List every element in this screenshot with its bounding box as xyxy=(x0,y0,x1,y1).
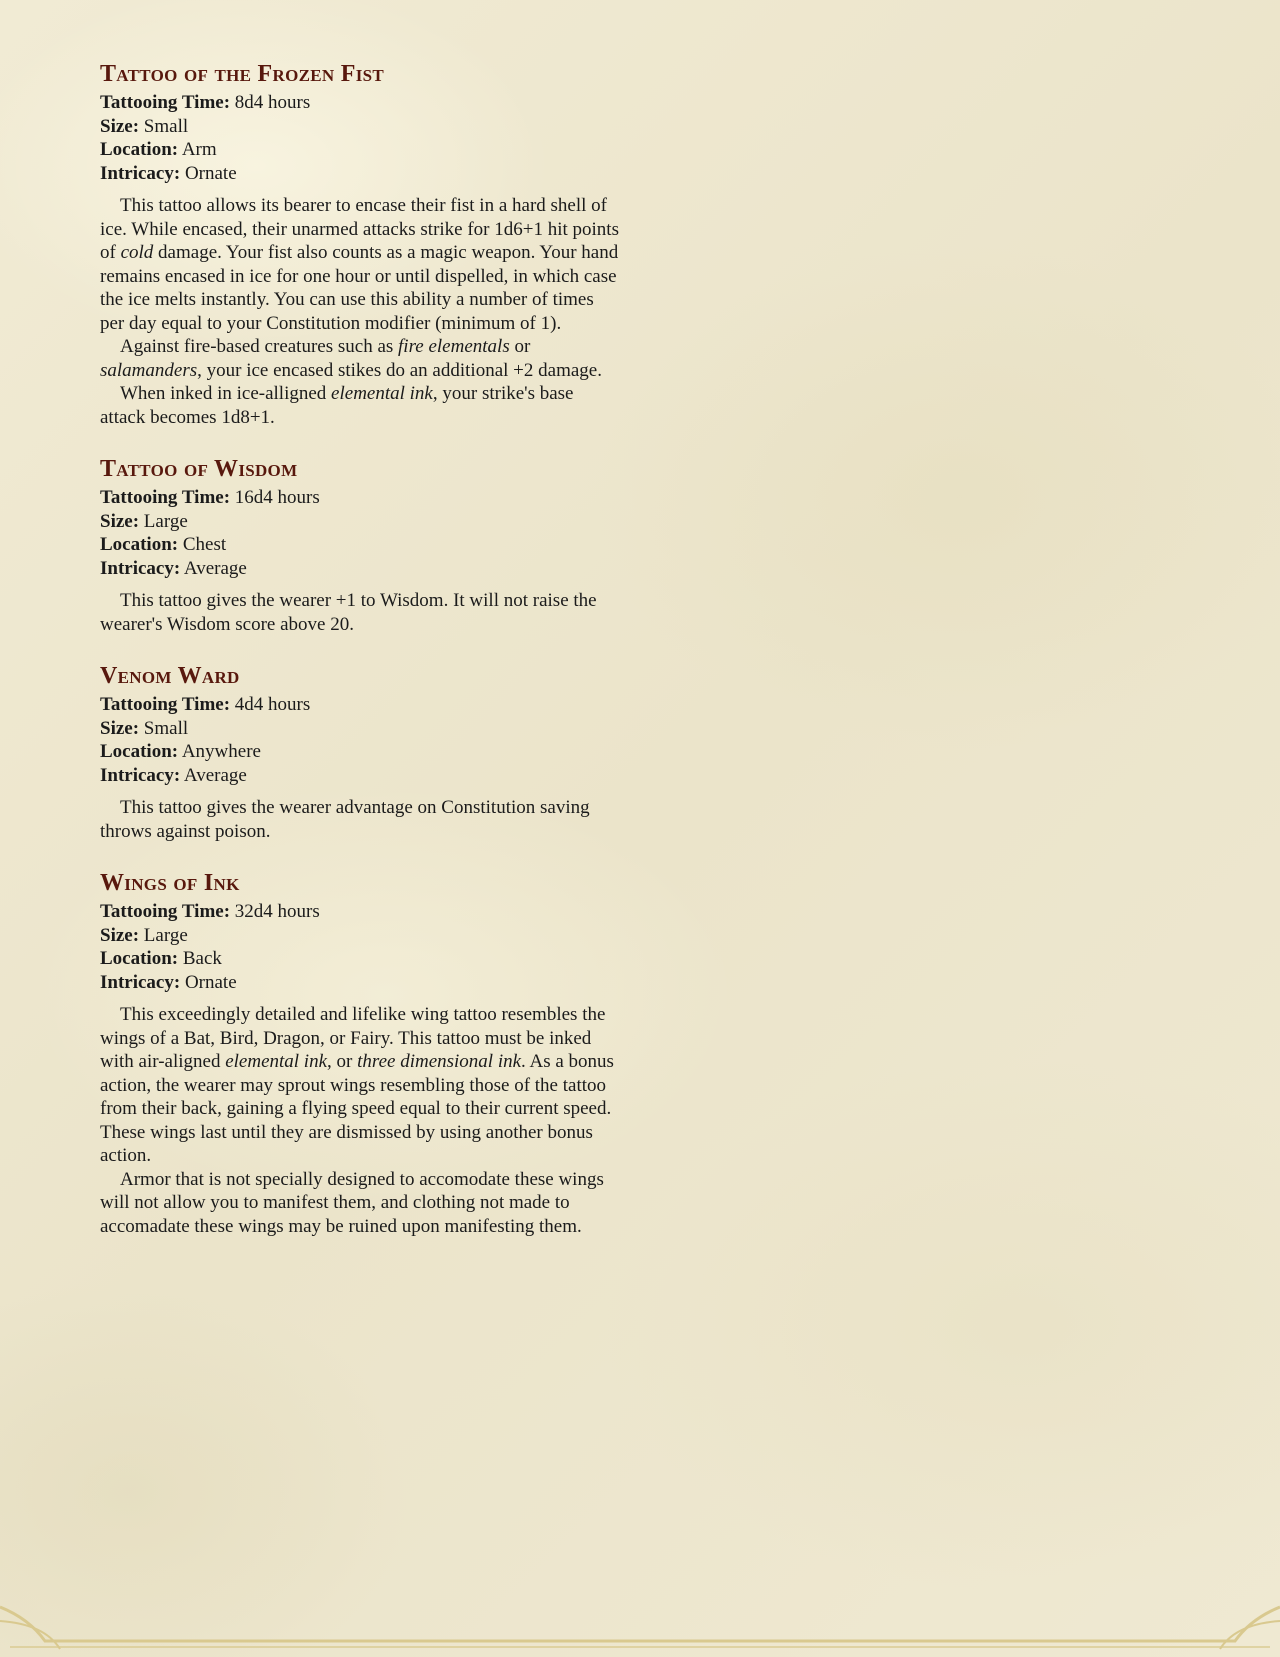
stat-value: Small xyxy=(143,115,189,137)
stat-location xyxy=(100,533,620,557)
text-run: When inked in ice-alligned xyxy=(120,383,332,404)
text-run: , your strike's base attack becomes 1d8+1. xyxy=(100,383,574,428)
stat-block xyxy=(100,486,620,580)
stat-block xyxy=(100,693,620,787)
italic-term: fire elementals xyxy=(398,336,510,357)
stat-size xyxy=(100,510,620,534)
entry-tattoo-of-wisdom xyxy=(100,455,620,636)
stat-tattooing-time xyxy=(100,91,620,115)
content-column xyxy=(100,60,620,1264)
stat-intricacy xyxy=(100,764,620,788)
stat-label: Location: xyxy=(100,948,179,969)
stat-label: Intricacy: xyxy=(100,971,181,993)
stat-block xyxy=(100,900,620,994)
stat-value: Average xyxy=(183,764,247,786)
stat-label: Location: xyxy=(100,534,179,555)
stat-label: Tattooing Time: xyxy=(100,92,231,113)
text-run: This tattoo allows its bearer to encase their fist in a hard shell of ice. While encased, their unarmed attacks strike for 1d6+1 hit points of xyxy=(100,195,619,263)
italic-term: salamanders xyxy=(100,359,198,381)
stat-value: Ornate xyxy=(184,162,237,184)
stat-label: Size: xyxy=(100,924,140,946)
stat-value: 8d4 hours xyxy=(234,92,311,113)
stat-label: Tattooing Time: xyxy=(100,694,231,715)
description-paragraph xyxy=(100,335,620,382)
stat-value: Large xyxy=(143,924,188,946)
text-run: This tattoo gives the wearer advantage on Constitution saving throws against poison. xyxy=(100,797,590,842)
stat-tattooing-time xyxy=(100,693,620,717)
stat-label: Intricacy: xyxy=(100,764,181,786)
stat-value: 16d4 hours xyxy=(234,487,320,508)
stat-value: 4d4 hours xyxy=(234,694,311,715)
stat-value: Small xyxy=(143,717,189,739)
entry-title: Tattoo of the Frozen Fist xyxy=(100,61,385,87)
description-paragraph xyxy=(100,1168,620,1239)
stat-label: Size: xyxy=(100,510,140,532)
stat-label: Size: xyxy=(100,115,140,137)
stat-value: Chest xyxy=(182,534,227,555)
text-run: Against fire-based creatures such as xyxy=(120,336,399,357)
text-run: . As a bonus action, the wearer may sprout wings resembling those of the tattoo from their back, gaining a flying speed equal to their current speed. These wings last until they are dismissed by using another bonus action. xyxy=(100,1051,614,1166)
stat-value: Large xyxy=(143,510,188,532)
stat-label: Location: xyxy=(100,139,179,160)
entry-tattoo-of-the-frozen-fist xyxy=(100,60,620,429)
stat-value: Anywhere xyxy=(181,741,261,762)
entry-title: Venom Ward xyxy=(100,663,240,689)
italic-term: elemental ink xyxy=(331,383,433,404)
stat-value: 32d4 hours xyxy=(234,901,320,922)
description-paragraph xyxy=(100,589,620,636)
stat-location xyxy=(100,740,620,764)
stat-label: Intricacy: xyxy=(100,162,181,184)
stat-size xyxy=(100,717,620,741)
stat-label: Size: xyxy=(100,717,140,739)
entry-title: Wings of Ink xyxy=(100,870,240,896)
stat-block xyxy=(100,91,620,185)
description-paragraph xyxy=(100,796,620,843)
description-paragraph xyxy=(100,194,620,335)
stat-label: Intricacy: xyxy=(100,557,181,579)
entry-wings-of-ink xyxy=(100,869,620,1238)
text-run: This tattoo gives the wearer +1 to Wisdom. It will not raise the wearer's Wisdom score above 20. xyxy=(100,590,597,635)
stat-label: Tattooing Time: xyxy=(100,487,231,508)
stat-location xyxy=(100,947,620,971)
stat-intricacy xyxy=(100,162,620,186)
entry-venom-ward xyxy=(100,662,620,843)
stat-label: Tattooing Time: xyxy=(100,901,231,922)
stat-label: Location: xyxy=(100,741,179,762)
stat-value: Average xyxy=(183,557,247,579)
page-footer-ornament xyxy=(0,1577,1280,1657)
italic-term: elemental ink xyxy=(225,1051,328,1072)
text-run: , or xyxy=(327,1051,358,1072)
text-run: , your ice encased stikes do an additional +2 damage. xyxy=(197,359,602,381)
description-paragraph xyxy=(100,1003,620,1168)
italic-term: three dimensional ink xyxy=(357,1051,522,1072)
italic-term: cold xyxy=(120,242,154,263)
description-paragraph xyxy=(100,382,620,429)
stat-location xyxy=(100,138,620,162)
stat-tattooing-time xyxy=(100,900,620,924)
text-run: or xyxy=(509,336,531,357)
stat-size xyxy=(100,924,620,948)
text-run: This exceedingly detailed and lifelike wing tattoo resembles the wings of a Bat, Bird, Dragon, or Fairy. This tattoo must be inked with air-aligned xyxy=(100,1004,606,1072)
stat-size xyxy=(100,115,620,139)
stat-value: Back xyxy=(182,948,222,969)
text-run: Armor that is not specially designed to accomodate these wings will not allow you to manifest them, and clothing not made to accomadate these wings may be ruined upon manifesting them. xyxy=(100,1168,604,1237)
text-run: damage. Your fist also counts as a magic weapon. Your hand remains encased in ice for one hour or until dispelled, in which case the ice melts instantly. You can use this ability a number of times per day equal to your Constitution modifier (minimum of 1). xyxy=(100,242,619,334)
stat-value: Arm xyxy=(181,139,217,160)
stat-tattooing-time xyxy=(100,486,620,510)
entry-title: Tattoo of Wisdom xyxy=(100,456,298,482)
footer-line-icon xyxy=(0,1607,1280,1641)
stat-intricacy xyxy=(100,971,620,995)
stat-value: Ornate xyxy=(184,971,237,993)
stat-intricacy xyxy=(100,557,620,581)
